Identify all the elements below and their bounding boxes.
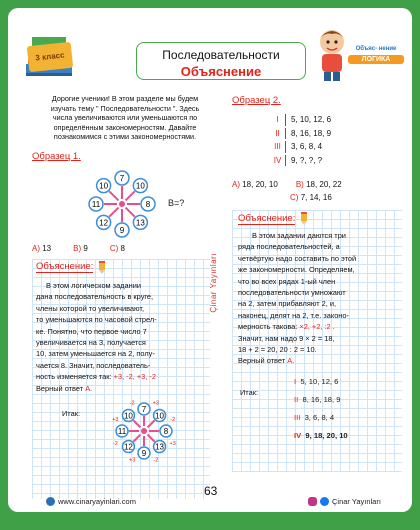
page — [8, 8, 412, 512]
final-row-num: IV — [294, 430, 302, 440]
header — [8, 8, 412, 86]
spoke-arrow — [148, 420, 155, 427]
row-value: 8, 16, 18, 9 — [291, 128, 332, 138]
circle-number: 13 — [135, 218, 145, 228]
right-expl-head — [238, 212, 400, 225]
left-column — [32, 90, 210, 499]
left-expl-line-0: В этом логическом задании — [46, 280, 141, 290]
answer2-a-value: 18, 20, 10 — [242, 180, 278, 189]
right-expl-line-0: В этом задании даются три — [252, 231, 346, 240]
row-num: III — [270, 141, 286, 153]
left-expl-line-3: то уменьшаются по часовой стрел- — [36, 315, 157, 325]
step-op: +3 — [169, 440, 176, 447]
answer-b[interactable] — [73, 244, 88, 253]
left-expl-line-4: ке. Понятно, что первое число 7 — [36, 326, 147, 336]
right-expl-line-6: на 2, затем прибавляют 2, и, — [238, 299, 337, 309]
step-op: -2 — [112, 440, 118, 447]
circle-number: 11 — [117, 427, 127, 437]
circle-number: 9 — [141, 449, 147, 459]
publisher-vertical: Çinar Yayınları — [209, 253, 218, 313]
right-expl-line-7: наконец, делят на 2, т.е. законо- — [238, 310, 349, 320]
footer-social[interactable] — [308, 497, 381, 506]
center-dot — [141, 428, 147, 434]
circle-number: 10 — [123, 411, 133, 421]
final-row-value: 5, 10, 12, 6 — [300, 376, 339, 386]
spoke-arrow — [109, 208, 118, 217]
circle-number: 12 — [99, 218, 109, 228]
right-verdict — [238, 355, 400, 366]
answer2-a[interactable] — [232, 180, 278, 189]
example1-label: Образец 1. — [32, 150, 81, 162]
answer2-b-value: 18, 20, 22 — [306, 180, 342, 189]
right-expl-line-5: последовательности умножают — [238, 288, 346, 298]
circle-number: 7 — [119, 173, 125, 183]
spoke-arrow — [148, 435, 155, 442]
answer2-c-value: 7, 14, 16 — [300, 193, 332, 202]
right-itak-area — [238, 373, 400, 445]
final-row-num: II — [294, 394, 299, 404]
circle2-diagram — [98, 398, 208, 464]
example2-table — [268, 112, 336, 168]
right-expl-line-2: четвёртую надо составить по этой — [238, 253, 357, 263]
left-explanation-box — [32, 259, 210, 499]
answer-b-value: 9 — [83, 243, 88, 253]
answer-a-value: 13 — [42, 243, 52, 253]
final-row-value: 3, 6, 8, 4 — [304, 412, 335, 422]
circle-number: 13 — [155, 442, 165, 452]
left-expl-last — [36, 371, 208, 382]
row-value: 5, 10, 12, 6 — [291, 115, 332, 125]
circle-number: 7 — [141, 405, 147, 415]
table-row — [270, 141, 334, 153]
page-title: Последовательности — [162, 48, 280, 62]
example2-label-wrap — [232, 90, 402, 108]
step-op: -2 — [170, 417, 176, 424]
right-verdict-prefix: Верный ответ — [238, 356, 288, 366]
final-row-value: 9, 18, 20, 10 — [305, 430, 348, 440]
left-expl-last-prefix: ность изменяется так: — [36, 372, 114, 382]
table-row — [270, 128, 334, 140]
example2-label: Образец 2. — [232, 95, 281, 106]
answer2-a-letter: A) — [232, 180, 240, 189]
circle-number: 8 — [145, 199, 151, 209]
answer-c-letter: C) — [109, 243, 119, 253]
pencil-icon — [299, 212, 309, 225]
final-row — [294, 373, 348, 391]
footer-site[interactable] — [46, 497, 136, 506]
footer — [8, 494, 412, 512]
page-subtitle: Объяснение — [180, 64, 262, 79]
right-expl-line-4: что во всех рядах 1-ый член — [238, 276, 336, 286]
left-verdict-prefix: Верный ответ — [36, 383, 86, 393]
final-row-value: 8, 16, 18, 9 — [302, 394, 341, 404]
right-itak: Итак: — [240, 387, 259, 397]
footer-site-text: www.cinaryayinlari.com — [58, 497, 136, 506]
spoke-arrow — [133, 420, 140, 427]
right-expl-label: Объяснение: — [238, 212, 296, 224]
answer-b-letter: B) — [73, 243, 82, 253]
left-expl-line-5: увеличивается на 3, получается — [36, 338, 146, 347]
row-value: 9, ?, ?, ? — [291, 155, 323, 165]
instagram-icon — [308, 497, 317, 506]
example1-label-wrap — [32, 146, 210, 164]
circle1-area — [32, 168, 210, 240]
answer-c-value: 8 — [120, 243, 125, 253]
spoke-arrow — [109, 191, 118, 200]
answer2-b-letter: B) — [295, 180, 304, 189]
page-number: 63 — [204, 484, 218, 498]
answer2-b[interactable] — [296, 180, 342, 189]
spoke-arrow — [133, 435, 140, 442]
right-explanation-box — [232, 210, 402, 472]
final-row-num: I — [294, 376, 297, 386]
brand-small: Объяс- нение — [355, 46, 397, 52]
right-after-1: 18 + 2 = 20, 20 : 2 = 10. — [238, 345, 317, 355]
pencil-icon — [97, 261, 107, 274]
step-op: -2 — [129, 400, 135, 407]
left-expl-last-red: +3, -2, +3, -2 — [113, 372, 156, 382]
final-row — [294, 409, 348, 427]
answers1 — [32, 244, 210, 253]
final-row — [294, 391, 348, 409]
answer2-c[interactable] — [290, 193, 402, 202]
row-num: I — [270, 114, 286, 126]
left-itak: Итак: — [62, 409, 81, 419]
right-after-0: Значит, нам надо 9 × 2 = 18, — [238, 333, 335, 343]
table-row — [270, 114, 334, 126]
left-expl-line-6: 10, затем уменьшается на 2, полу- — [36, 349, 155, 359]
left-expl-label: Объяснение: — [36, 261, 94, 273]
circle-number: 10 — [99, 181, 109, 191]
right-column — [232, 90, 402, 472]
left-expl-line-2: члены которой то увеличивают, — [36, 303, 145, 313]
circle-number: 10 — [135, 181, 145, 191]
row-num: IV — [270, 155, 286, 167]
circle-number: 12 — [123, 442, 133, 452]
intro-text: Дорогие ученики! В этом разделе мы будем изучать тему " Последовательности ". Здесь числа увеличиваются или уменьшаются по определённым закономерностям. Давайте познакомимся с этими закономерностями. — [50, 94, 200, 142]
final-rows — [294, 373, 348, 445]
b-label: B=? — [168, 197, 185, 208]
circle-number: 11 — [91, 199, 101, 209]
step-op: +3 — [112, 417, 119, 424]
step-op: +3 — [152, 400, 160, 407]
center-dot — [119, 201, 125, 207]
step-op: -2 — [153, 457, 159, 464]
answer2-c-letter: C) — [290, 193, 299, 202]
spoke-arrow — [126, 208, 135, 217]
right-expl-line-1: ряда последовательностей, а — [238, 242, 340, 252]
circle-number: 10 — [155, 411, 165, 421]
left-verdict-red: A. — [85, 383, 93, 393]
row-value: 3, 6, 8, 4 — [291, 142, 323, 152]
spoke-arrow — [126, 191, 135, 200]
row-num: II — [270, 128, 286, 140]
right-mern-red: ×2, +2, :2 . — [299, 322, 335, 332]
final-row-num: III — [294, 412, 301, 422]
answers2 — [232, 180, 402, 189]
circle1-diagram — [70, 168, 180, 240]
answer-c[interactable] — [110, 244, 125, 253]
circle-number: 8 — [163, 427, 169, 437]
right-verdict-red: A. — [287, 356, 295, 366]
final-row — [294, 427, 348, 445]
table-row — [270, 155, 334, 167]
left-verdict — [36, 383, 208, 394]
right-mern — [238, 321, 400, 332]
grade-ribbon: 3 класс — [27, 42, 73, 72]
step-op: +3 — [128, 457, 136, 464]
brand-badge — [348, 46, 404, 64]
footer-social-text: Çinar Yayınları — [332, 497, 381, 506]
left-expl-head — [36, 261, 208, 274]
facebook-icon — [320, 497, 329, 506]
brand-big: ЛОГИКА — [348, 55, 404, 64]
left-expl-line-7: чается 8. Значит, последователь- — [36, 360, 151, 370]
left-expl-line-1: дана последовательность в круге, — [36, 292, 154, 302]
right-mern-prefix: мерность такова: — [238, 322, 300, 332]
globe-icon — [46, 497, 55, 506]
answer-a[interactable] — [32, 244, 51, 253]
itak-area — [36, 398, 208, 464]
answer-a-letter: A) — [32, 243, 40, 253]
right-expl-line-3: же закономерности. Определяем, — [238, 265, 355, 275]
title-box — [136, 42, 306, 80]
circle-number: 9 — [119, 225, 125, 235]
